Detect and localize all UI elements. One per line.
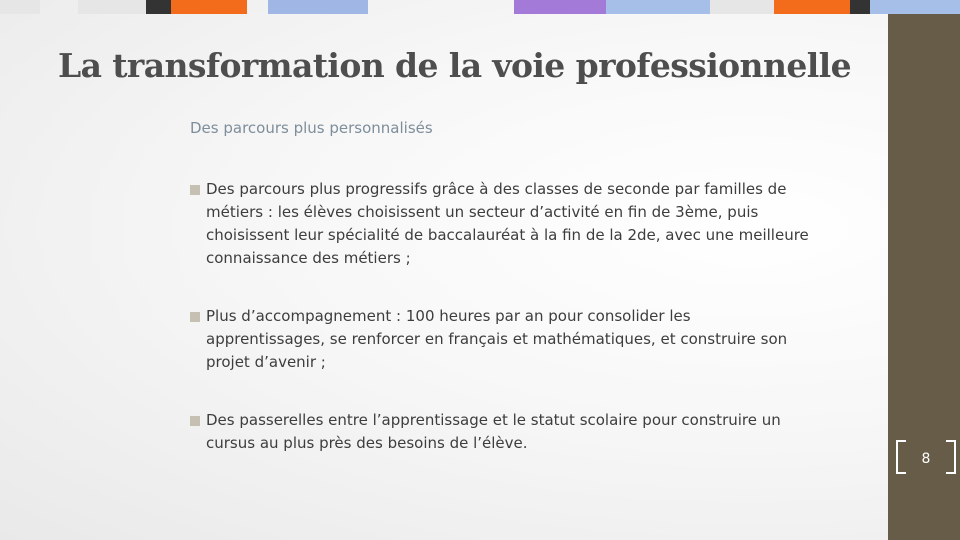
top-bar-segment (514, 0, 606, 14)
slide-title: La transformation de la voie professionnelle (58, 46, 852, 85)
page-number: 8 (921, 451, 931, 467)
top-bar-segment (870, 0, 960, 14)
top-bar-segment (268, 0, 368, 14)
top-bar-segment (774, 0, 850, 14)
top-bar-segment (606, 0, 710, 14)
top-bar-segment (0, 0, 40, 14)
bullet-text: Des parcours plus progressifs grâce à des classes de seconde par familles de métiers : les élèves choisissent un secteur d’activité en fin de 3ème, puis choisissent leur spécialité de baccalauréat à la fin de la 2de, avec une meilleure connaissance des métiers ; (206, 180, 809, 267)
square-bullet-icon (190, 416, 200, 426)
bullet-item (190, 305, 810, 374)
page-number-badge (896, 440, 956, 478)
bullet-item (190, 178, 810, 270)
top-bar-segment (146, 0, 171, 14)
bracket-right-icon (946, 440, 956, 474)
bullet-item (190, 409, 810, 455)
slide-subtitle: Des parcours plus personnalisés (190, 119, 433, 137)
bullet-text: Plus d’accompagnement : 100 heures par an pour consolider les apprentissages, se renforcer en français et mathématiques, et construire son projet d’avenir ; (206, 307, 788, 371)
top-bar-segment (850, 0, 870, 14)
bullet-list (190, 178, 810, 455)
top-bar-segment (710, 0, 774, 14)
square-bullet-icon (190, 185, 200, 195)
square-bullet-icon (190, 312, 200, 322)
bullet-text: Des passerelles entre l’apprentissage et le statut scolaire pour construire un cursus au plus près des besoins de l’élève. (206, 411, 781, 452)
top-bar-segment (171, 0, 247, 14)
top-bar-segment (78, 0, 146, 14)
